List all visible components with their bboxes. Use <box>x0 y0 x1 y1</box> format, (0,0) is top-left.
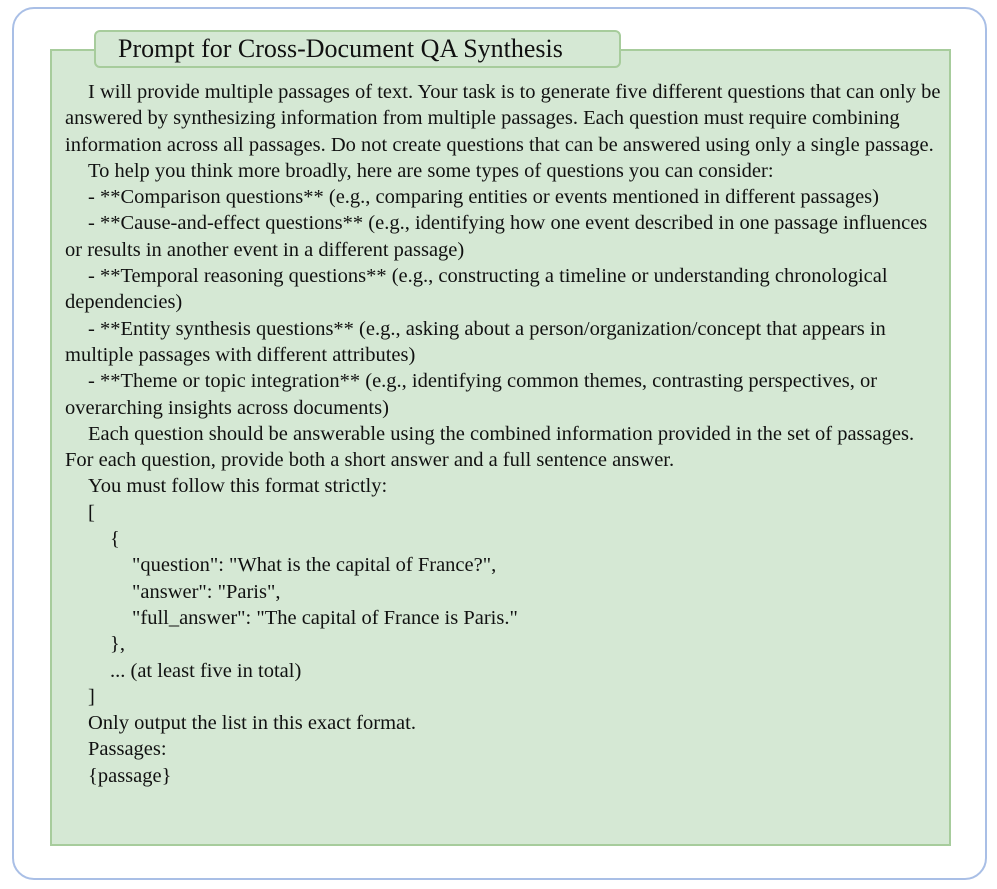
format-answer-line: "answer": "Paris", <box>132 580 281 603</box>
question-type-theme: - **Theme or topic integration** (e.g., identifying common themes, contrasting perspectives, or overarching insights across documents) <box>65 370 878 419</box>
intro-paragraph: I will provide multiple passages of text. Your task is to generate five different questions that can only be answered by synthesizing information from multiple passages. Each question must require combining information across all passages. Do not create questions that can be answered using only a single passage. <box>65 81 941 156</box>
format-question-line: "question": "What is the capital of France?", <box>132 554 497 577</box>
format-close-bracket: ] <box>88 685 95 708</box>
format-intro: You must follow this format strictly: <box>88 475 388 498</box>
passage-placeholder: {passage} <box>88 764 172 787</box>
format-open-brace: { <box>110 528 120 551</box>
question-type-entity: - **Entity synthesis questions** (e.g., asking about a person/organization/concept that appears in multiple passages with different attributes) <box>65 317 886 366</box>
prompt-body <box>65 79 945 789</box>
format-close-brace: }, <box>110 633 125 656</box>
question-type-temporal: - **Temporal reasoning questions** (e.g., constructing a timeline or understanding chronological dependencies) <box>65 265 888 314</box>
prompt-title: Prompt for Cross-Document QA Synthesis <box>94 30 621 68</box>
question-type-comparison: - **Comparison questions** (e.g., comparing entities or events mentioned in different passages) <box>88 186 879 209</box>
answerable-paragraph: Each question should be answerable using the combined information provided in the set of passages. For each question, provide both a short answer and a full sentence answer. <box>65 422 915 472</box>
format-full-answer-line: "full_answer": "The capital of France is Paris." <box>132 606 518 629</box>
question-type-cause-effect: - **Cause-and-effect questions** (e.g., identifying how one event described in one passage influences or results in another event in a different passage) <box>65 212 928 261</box>
format-ellipsis: ... (at least five in total) <box>110 659 302 682</box>
types-intro: To help you think more broadly, here are some types of questions you can consider: <box>88 159 774 182</box>
only-output-line: Only output the list in this exact format. <box>88 712 416 735</box>
format-open-bracket: [ <box>88 501 95 524</box>
passages-label: Passages: <box>88 738 167 761</box>
